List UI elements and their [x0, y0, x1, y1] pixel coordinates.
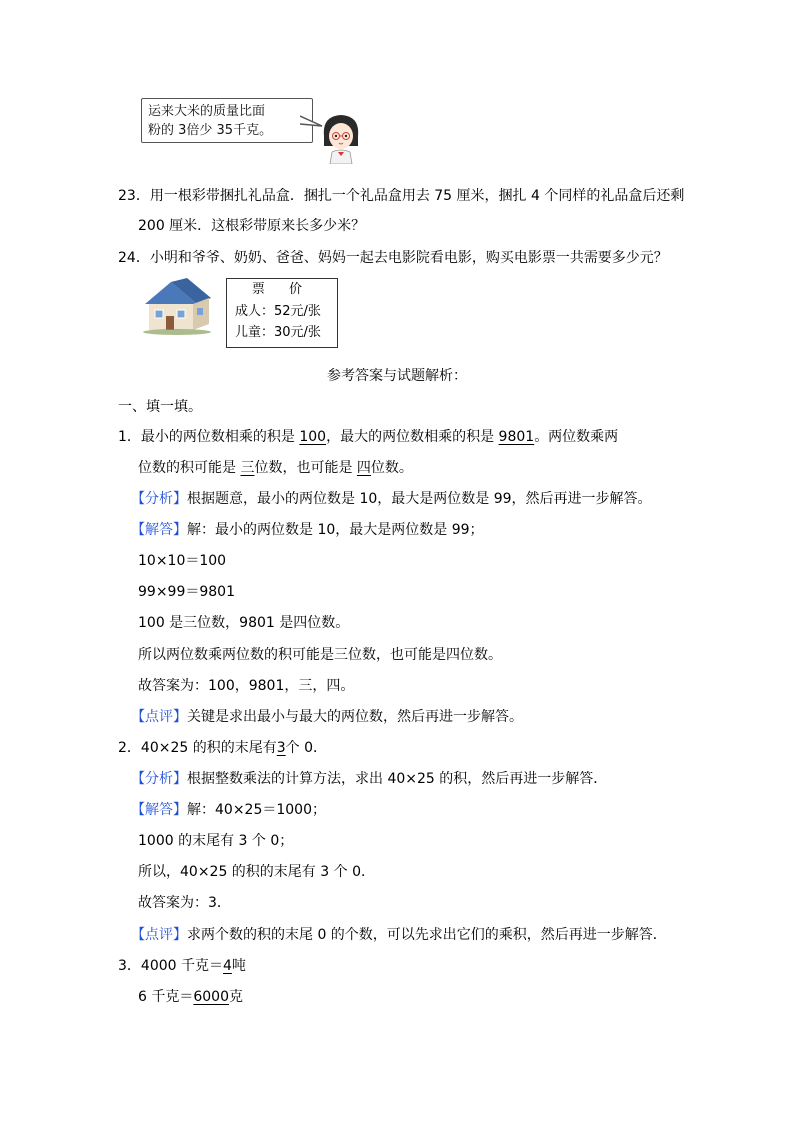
- a1-solution: 【解答】解：最小的两位数是 10，最大是两位数是 99；: [131, 522, 484, 538]
- a1-blank-2: 9801: [498, 429, 535, 445]
- a3-blank-2: 6000: [193, 989, 229, 1005]
- a2-comment: 【点评】求两个数的积的末尾 0 的个数，可以先求出它们的乘积，然后再进一步解答．: [131, 927, 667, 943]
- a2-solution: 【解答】解：40×25＝1000；: [131, 802, 326, 818]
- girl-illustration: [318, 112, 364, 164]
- q23-line-1: 23．用一根彩带捆扎礼品盒．捆扎一个礼品盒用去 75 厘米，捆扎 4 个同样的礼品盒后还剩: [118, 188, 685, 204]
- comment-tag: 【点评】: [131, 927, 187, 943]
- speech-line-2: 粉的 3倍少 35千克。: [148, 123, 273, 138]
- a2-analysis: 【分析】根据整数乘法的计算方法，求出 40×25 的积，然后再进一步解答．: [131, 771, 608, 787]
- analysis-tag: 【分析】: [131, 491, 187, 507]
- a1-answer: 故答案为：100，9801，三，四。: [138, 678, 355, 694]
- a1-step-2: 10×10＝100: [138, 553, 227, 569]
- analysis-tag: 【分析】: [131, 771, 187, 787]
- a2-step-2: 1000 的末尾有 3 个 0；: [138, 833, 294, 849]
- a3-line-2: 6 千克＝6000克: [138, 989, 243, 1005]
- ticket-adult-price: 成人：52元/张: [235, 304, 321, 319]
- a3-blank-1: 4: [223, 958, 232, 974]
- a1-analysis: 【分析】根据题意，最小的两位数是 10，最大是两位数是 99，然后再进一步解答。: [131, 491, 652, 507]
- a1-comment: 【点评】关键是求出最小与最大的两位数，然后再进一步解答。: [131, 709, 523, 725]
- a2-step-3: 所以，40×25 的积的末尾有 3 个 0．: [138, 864, 375, 880]
- a1-blank-3: 三: [240, 460, 255, 476]
- answers-title: 参考答案与试题解析：: [327, 368, 467, 384]
- a2-answer: 故答案为：3．: [138, 895, 231, 911]
- a3-line-1: 3．4000 千克＝4吨: [118, 958, 246, 974]
- a1-blank-4: 四: [356, 460, 371, 476]
- ticket-price-board: [226, 278, 338, 348]
- solution-tag: 【解答】: [131, 802, 187, 818]
- a1-question-line-2: 位数的积可能是 三位数，也可能是 四位数。: [138, 460, 413, 476]
- ticket-child-price: 儿童：30元/张: [235, 325, 321, 340]
- a2-question: 2．40×25 的积的末尾有3个 0．: [118, 740, 327, 756]
- q23-line-2: 200 厘米．这根彩带原来长多少米？: [138, 218, 366, 234]
- comment-tag: 【点评】: [131, 709, 187, 725]
- a2-blank-1: 3: [276, 740, 286, 756]
- speech-line-1: 运来大米的质量比面: [148, 104, 266, 119]
- a1-question-line-1: 1．最小的两位数相乘的积是 100，最大的两位数相乘的积是 9801。两位数乘两: [118, 429, 619, 445]
- solution-tag: 【解答】: [131, 522, 187, 538]
- a1-blank-1: 100: [299, 429, 327, 445]
- ticket-title: 票 价: [251, 282, 313, 297]
- a1-step-5: 所以两位数乘两位数的积可能是三位数，也可能是四位数。: [138, 647, 502, 663]
- a1-step-4: 100 是三位数，9801 是四位数。: [138, 615, 350, 631]
- a1-step-3: 99×99＝9801: [138, 584, 235, 600]
- section-fill-in: 一、填一填。: [118, 399, 202, 415]
- q24-text: 24．小明和爷爷、奶奶、爸爸、妈妈一起去电影院看电影，购买电影票一共需要多少元？: [118, 250, 668, 266]
- speech-bubble: [141, 98, 313, 143]
- house-illustration: [141, 276, 213, 336]
